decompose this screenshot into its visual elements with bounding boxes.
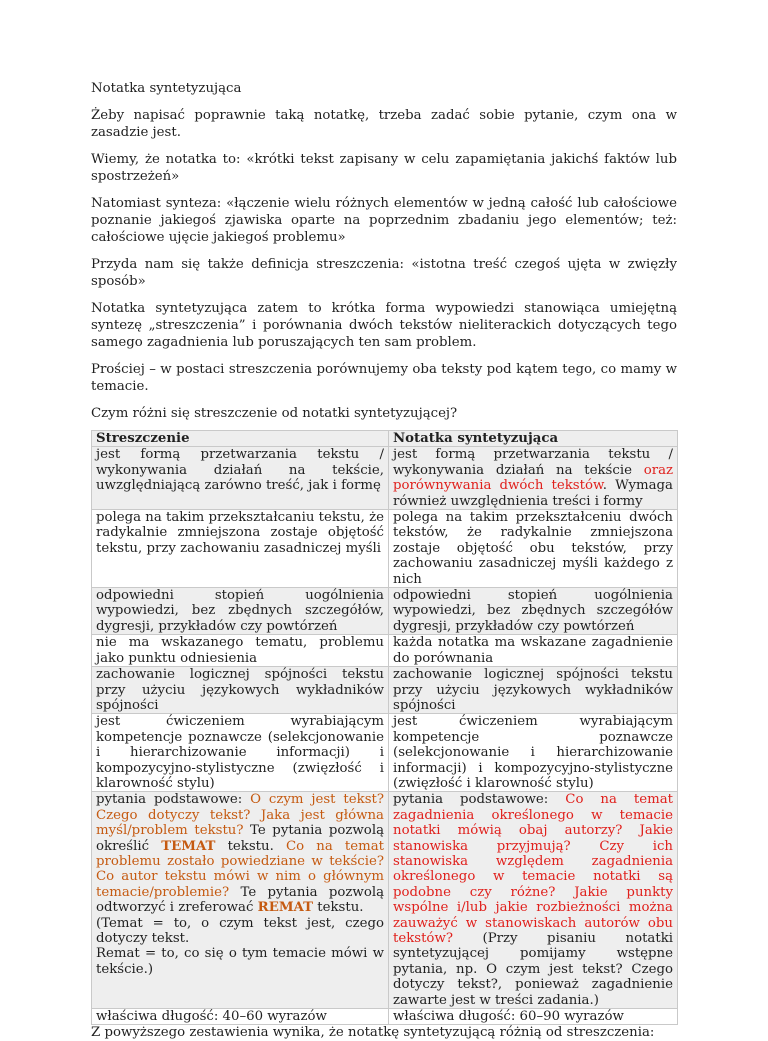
paragraph: Natomiast synteza: «łączenie wielu różnych elementów w jedną całość lub całościowe poznanie jakiegoś zjawiska oparte na poprzednim zbadaniu jego elementów; też: całościowe ujęcie jakiegoś problemu»	[91, 196, 677, 245]
highlight-text: Co na temat zagadnienia określonego w temacie notatki mówią obaj autorzy? Jakie stanowiska przyjmują? Czy ich stanowiska względem zagadnienia określonego w temacie notatki są podobne czy różne? Jakie punkty wspólne i/lub jakie rozbieżności można zauważyć w stanowiskach autorów obu tekstów?	[393, 792, 674, 946]
table-row	[92, 588, 678, 635]
column-header: Streszczenie	[92, 431, 389, 447]
cell-note: (Temat = to, o czym tekst jest, czego dotyczy tekst.	[96, 915, 384, 946]
table-cell: nie ma wskazanego tematu, problemu jako punktu odniesienia	[92, 635, 389, 667]
table-cell: zachowanie logicznej spójności tekstu przy użyciu językowych wykładników spójności	[389, 667, 678, 714]
cell-text: tekstu.	[313, 900, 364, 916]
table-cell: odpowiedni stopień uogólnienia wypowiedzi, bez zbędnych szczegółów, dygresji, przykładów czy powtórzeń	[92, 588, 389, 635]
cell-text: Te pytania pozwolą odtworzyć i zreferować	[96, 884, 384, 916]
table-cell: każda notatka ma wskazane zagadnienie do porównania	[389, 635, 678, 667]
column-header: Notatka syntetyzująca	[389, 431, 678, 447]
cell-text: pytania podstawowe:	[96, 792, 251, 808]
table-row	[92, 510, 678, 588]
keyword-remat: REMAT	[257, 900, 314, 916]
table-cell	[389, 447, 678, 510]
table-row	[92, 667, 678, 714]
document-page	[91, 80, 677, 1041]
paragraph: Przyda nam się także definicja streszczenia: «istotna treść czegoś ujęta w zwięzły sposób»	[91, 257, 677, 289]
table-cell	[92, 792, 389, 1009]
table-row-questions	[92, 792, 678, 1009]
table-row	[92, 635, 678, 667]
table-cell: odpowiedni stopień uogólnienia wypowiedzi, bez zbędnych szczegółów dygresji, przykładów czy powtórzeń	[389, 588, 678, 635]
highlight-text: Co na temat problemu zostało powiedziane w tekście? Co autor tekstu mówi w nim o głównym temacie/problemie?	[96, 838, 385, 900]
highlight-text: oraz porównywania dwóch tekstów	[393, 462, 673, 494]
paragraph-question: Czym różni się streszczenie od notatki syntetyzującej?	[91, 406, 458, 421]
table-cell: zachowanie logicznej spójności tekstu przy użyciu językowych wykładników spójności	[92, 667, 389, 714]
table-cell: jest ćwiczeniem wyrabiającym kompetencje poznawcze (selekcjonowanie i hierarchizowanie informacji) i kompozycyjno-stylistyczne (zwięzłość i klarowność stylu)	[389, 714, 678, 792]
highlight-text: O czym jest tekst? Czego dotyczy tekst? Jaka jest główna myśl/problem tekstu?	[96, 792, 384, 839]
table-cell: polega na takim przekształcaniu tekstu, że radykalnie zmniejszona zostaje objętość tekstu, przy zachowaniu zasadniczej myśli	[92, 510, 389, 588]
table-cell: polega na takim przekształceniu dwóch tekstów, że radykalnie zmniejszona zostaje objętość obu tekstów, przy zachowaniu zasadniczej myśli każdego z nich	[389, 510, 678, 588]
cell-note: Remat = to, co się o tym temacie mówi w tekście.)	[96, 946, 384, 977]
table-row-length	[92, 1009, 678, 1025]
table-header-row	[92, 431, 678, 447]
table-cell: jest formą przetwarzania tekstu / wykonywania działań na tekście, uwzględniającą zarówno treść, jak i formę	[92, 447, 389, 510]
cell-text: . Wymaga również uwzględnienia treści i formy	[393, 478, 673, 509]
paragraph: Notatka syntetyzująca zatem to krótka forma wypowiedzi stanowiąca umiejętną syntezę „streszczenia” i porównania dwóch tekstów nieliterackich dotyczących tego samego zagadnienia lub poruszających ten sam problem.	[91, 301, 677, 350]
table-cell: jest ćwiczeniem wyrabiającym kompetencje poznawcze (selekcjonowanie i hierarchizowanie informacji) i kompozycyjno-stylistyczne (zwięzłość i klarowność stylu)	[92, 714, 389, 792]
paragraph: Żeby napisać poprawnie taką notatkę, trzeba zadać sobie pytanie, czym ona w zasadzie jest.	[91, 108, 677, 140]
cell-text: jest formą przetwarzania tekstu / wykonywania działań na tekście	[393, 447, 673, 478]
table-cell: właściwa długość: 40–60 wyrazów	[92, 1009, 389, 1025]
cell-text: pytania podstawowe:	[393, 792, 566, 808]
table-cell	[389, 792, 678, 1009]
table-row	[92, 714, 678, 792]
table-row	[92, 447, 678, 510]
paragraph: Prościej – w postaci streszczenia porównujemy oba teksty pod kątem tego, co mamy w temacie.	[91, 362, 677, 394]
comparison-table	[91, 430, 678, 1025]
paragraph: Wiemy, że notatka to: «krótki tekst zapisany w celu zapamiętania jakichś faktów lub spostrzeżeń»	[91, 152, 677, 184]
keyword-temat: TEMAT	[161, 838, 216, 854]
document-title: Notatka syntetyzująca	[91, 81, 242, 96]
cell-text: (Przy pisaniu notatki syntetyzującej pomijamy wstępne pytania, np. O czym jest tekst? Czego dotyczy tekst?, ponieważ zagadnienie zawarte jest w treści zadania.)	[393, 931, 673, 1008]
cell-text: Te pytania pozwolą określić	[96, 823, 384, 854]
table-cell: właściwa długość: 60–90 wyrazów	[389, 1009, 678, 1025]
closing-paragraph: Z powyższego zestawienia wynika, że notatkę syntetyzującą różnią od streszczenia:	[91, 1025, 655, 1041]
cell-text: tekstu.	[215, 838, 286, 854]
